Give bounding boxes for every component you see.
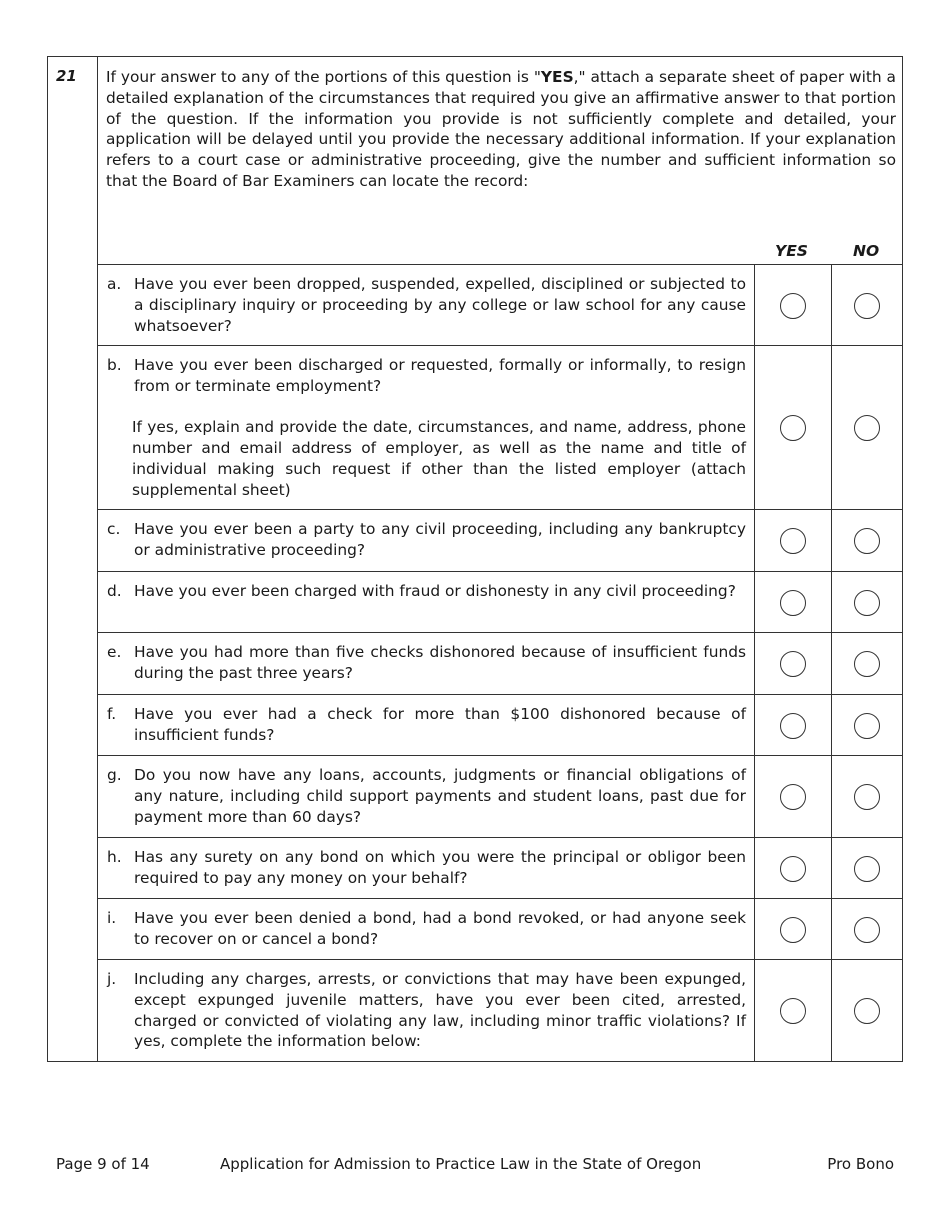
no-cell: [831, 510, 902, 572]
item-text: Have you ever been denied a bond, had a bond revoked, or had anyone seek to recover on or cancel a bond?: [134, 909, 746, 948]
no-column-header: NO: [853, 242, 880, 260]
radio-a-no[interactable]: [854, 293, 880, 319]
intro-yes-bold: YES: [540, 68, 574, 86]
no-cell: [831, 265, 902, 346]
item-text: Have you ever had a check for more than $100 dishonored because of insufficient funds?: [134, 705, 746, 744]
intro-text-start: If your answer to any of the portions of this question is ": [106, 68, 541, 86]
footer-page-number: Page 9 of 14: [56, 1155, 150, 1173]
row-question-cell: [98, 346, 755, 510]
no-cell: [831, 899, 902, 960]
yes-cell: [754, 510, 832, 572]
radio-c-no[interactable]: [854, 528, 880, 554]
yes-cell: [754, 572, 832, 633]
item-text: Do you now have any loans, accounts, judgments or financial obligations of any nature, including child support payments and student loans, past due for payment more than 60 days?: [134, 766, 746, 826]
no-cell: [831, 960, 902, 1062]
item-text-block: [134, 355, 746, 501]
row-question-cell: [98, 265, 755, 346]
radio-f-no[interactable]: [854, 713, 880, 739]
question-row-d: [98, 571, 902, 633]
item-letter: h.: [107, 848, 122, 866]
item-letter: c.: [107, 520, 121, 538]
yes-cell: [754, 265, 832, 346]
radio-j-no[interactable]: [854, 998, 880, 1024]
row-question-cell: [98, 960, 755, 1062]
no-cell: [831, 756, 902, 838]
no-cell: [831, 572, 902, 633]
yes-cell: [754, 633, 832, 695]
question-row-c: [98, 509, 902, 572]
intro-text-end: ," attach a separate sheet of paper with a detailed explanation of the circumstances that required you give an affirmative answer to that portion of the question. If the information you provide is not sufficiently complete and detailed, your application will be delayed until you provide the necessary additional information. If your explanation refers to a court case or administrative proceeding, give the number and sufficient information so that the Board of Bar Examiners can locate the record:: [106, 68, 896, 190]
radio-j-yes[interactable]: [780, 998, 806, 1024]
question-21-form: [47, 56, 903, 1062]
question-row-a: [98, 264, 902, 346]
no-cell: [831, 695, 902, 756]
item-text: Has any surety on any bond on which you were the principal or obligor been required to pay any money on your behalf?: [134, 848, 746, 887]
radio-d-yes[interactable]: [780, 590, 806, 616]
question-row-f: [98, 694, 902, 756]
item-text: Have you ever been discharged or requested, formally or informally, to resign from or terminate employment?: [134, 356, 746, 395]
radio-b-no[interactable]: [854, 415, 880, 441]
question-number-column: [48, 57, 98, 1061]
radio-h-yes[interactable]: [780, 856, 806, 882]
radio-e-no[interactable]: [854, 651, 880, 677]
no-cell: [831, 346, 902, 510]
row-question-cell: [98, 510, 755, 572]
radio-d-no[interactable]: [854, 590, 880, 616]
row-question-cell: [98, 838, 755, 899]
radio-e-yes[interactable]: [780, 651, 806, 677]
yes-cell: [754, 960, 832, 1062]
radio-c-yes[interactable]: [780, 528, 806, 554]
question-number: 21: [56, 67, 77, 85]
no-cell: [831, 838, 902, 899]
radio-i-yes[interactable]: [780, 917, 806, 943]
item-note: If yes, explain and provide the date, circumstances, and name, address, phone number and email address of employer, as well as the name and title of individual making such request if other than the listed employer (attach supplemental sheet): [132, 418, 746, 499]
yes-column-header: YES: [775, 242, 808, 260]
radio-f-yes[interactable]: [780, 713, 806, 739]
row-question-cell: [98, 756, 755, 838]
question-row-b: [98, 345, 902, 510]
item-letter: e.: [107, 643, 122, 661]
question-row-e: [98, 632, 902, 695]
footer-title: Application for Admission to Practice Law in the State of Oregon: [220, 1155, 702, 1173]
yes-cell: [754, 695, 832, 756]
yes-cell: [754, 838, 832, 899]
radio-g-no[interactable]: [854, 784, 880, 810]
yes-cell: [754, 899, 832, 960]
question-row-h: [98, 837, 902, 899]
row-question-cell: [98, 899, 755, 960]
question-row-g: [98, 755, 902, 838]
yes-cell: [754, 756, 832, 838]
row-question-cell: [98, 572, 755, 633]
item-text: Have you ever been a party to any civil proceeding, including any bankruptcy or administrative proceeding?: [134, 520, 746, 559]
footer-section: Pro Bono: [827, 1155, 894, 1173]
radio-a-yes[interactable]: [780, 293, 806, 319]
item-text: Have you had more than five checks dishonored because of insufficient funds during the past three years?: [134, 643, 746, 682]
item-letter: a.: [107, 275, 122, 293]
item-letter: g.: [107, 766, 122, 784]
radio-g-yes[interactable]: [780, 784, 806, 810]
item-letter: b.: [107, 356, 122, 374]
item-text: Have you ever been dropped, suspended, expelled, disciplined or subjected to a disciplinary inquiry or proceeding by any college or law school for any cause whatsoever?: [134, 275, 746, 335]
question-row-i: [98, 898, 902, 960]
radio-i-no[interactable]: [854, 917, 880, 943]
row-question-cell: [98, 633, 755, 695]
yes-cell: [754, 346, 832, 510]
question-intro: [106, 67, 896, 192]
radio-b-yes[interactable]: [780, 415, 806, 441]
item-letter: j.: [107, 970, 117, 988]
item-text: Have you ever been charged with fraud or dishonesty in any civil proceeding?: [134, 582, 736, 600]
row-question-cell: [98, 695, 755, 756]
item-letter: d.: [107, 582, 122, 600]
radio-h-no[interactable]: [854, 856, 880, 882]
item-text: Including any charges, arrests, or convictions that may have been expunged, except expunged juvenile matters, have you ever been cited, arrested, charged or convicted of violating any law, including minor traffic violations? If yes, complete the information below:: [134, 970, 746, 1051]
question-row-j: [98, 959, 902, 1062]
no-cell: [831, 633, 902, 695]
item-letter: f.: [107, 705, 117, 723]
item-letter: i.: [107, 909, 117, 927]
